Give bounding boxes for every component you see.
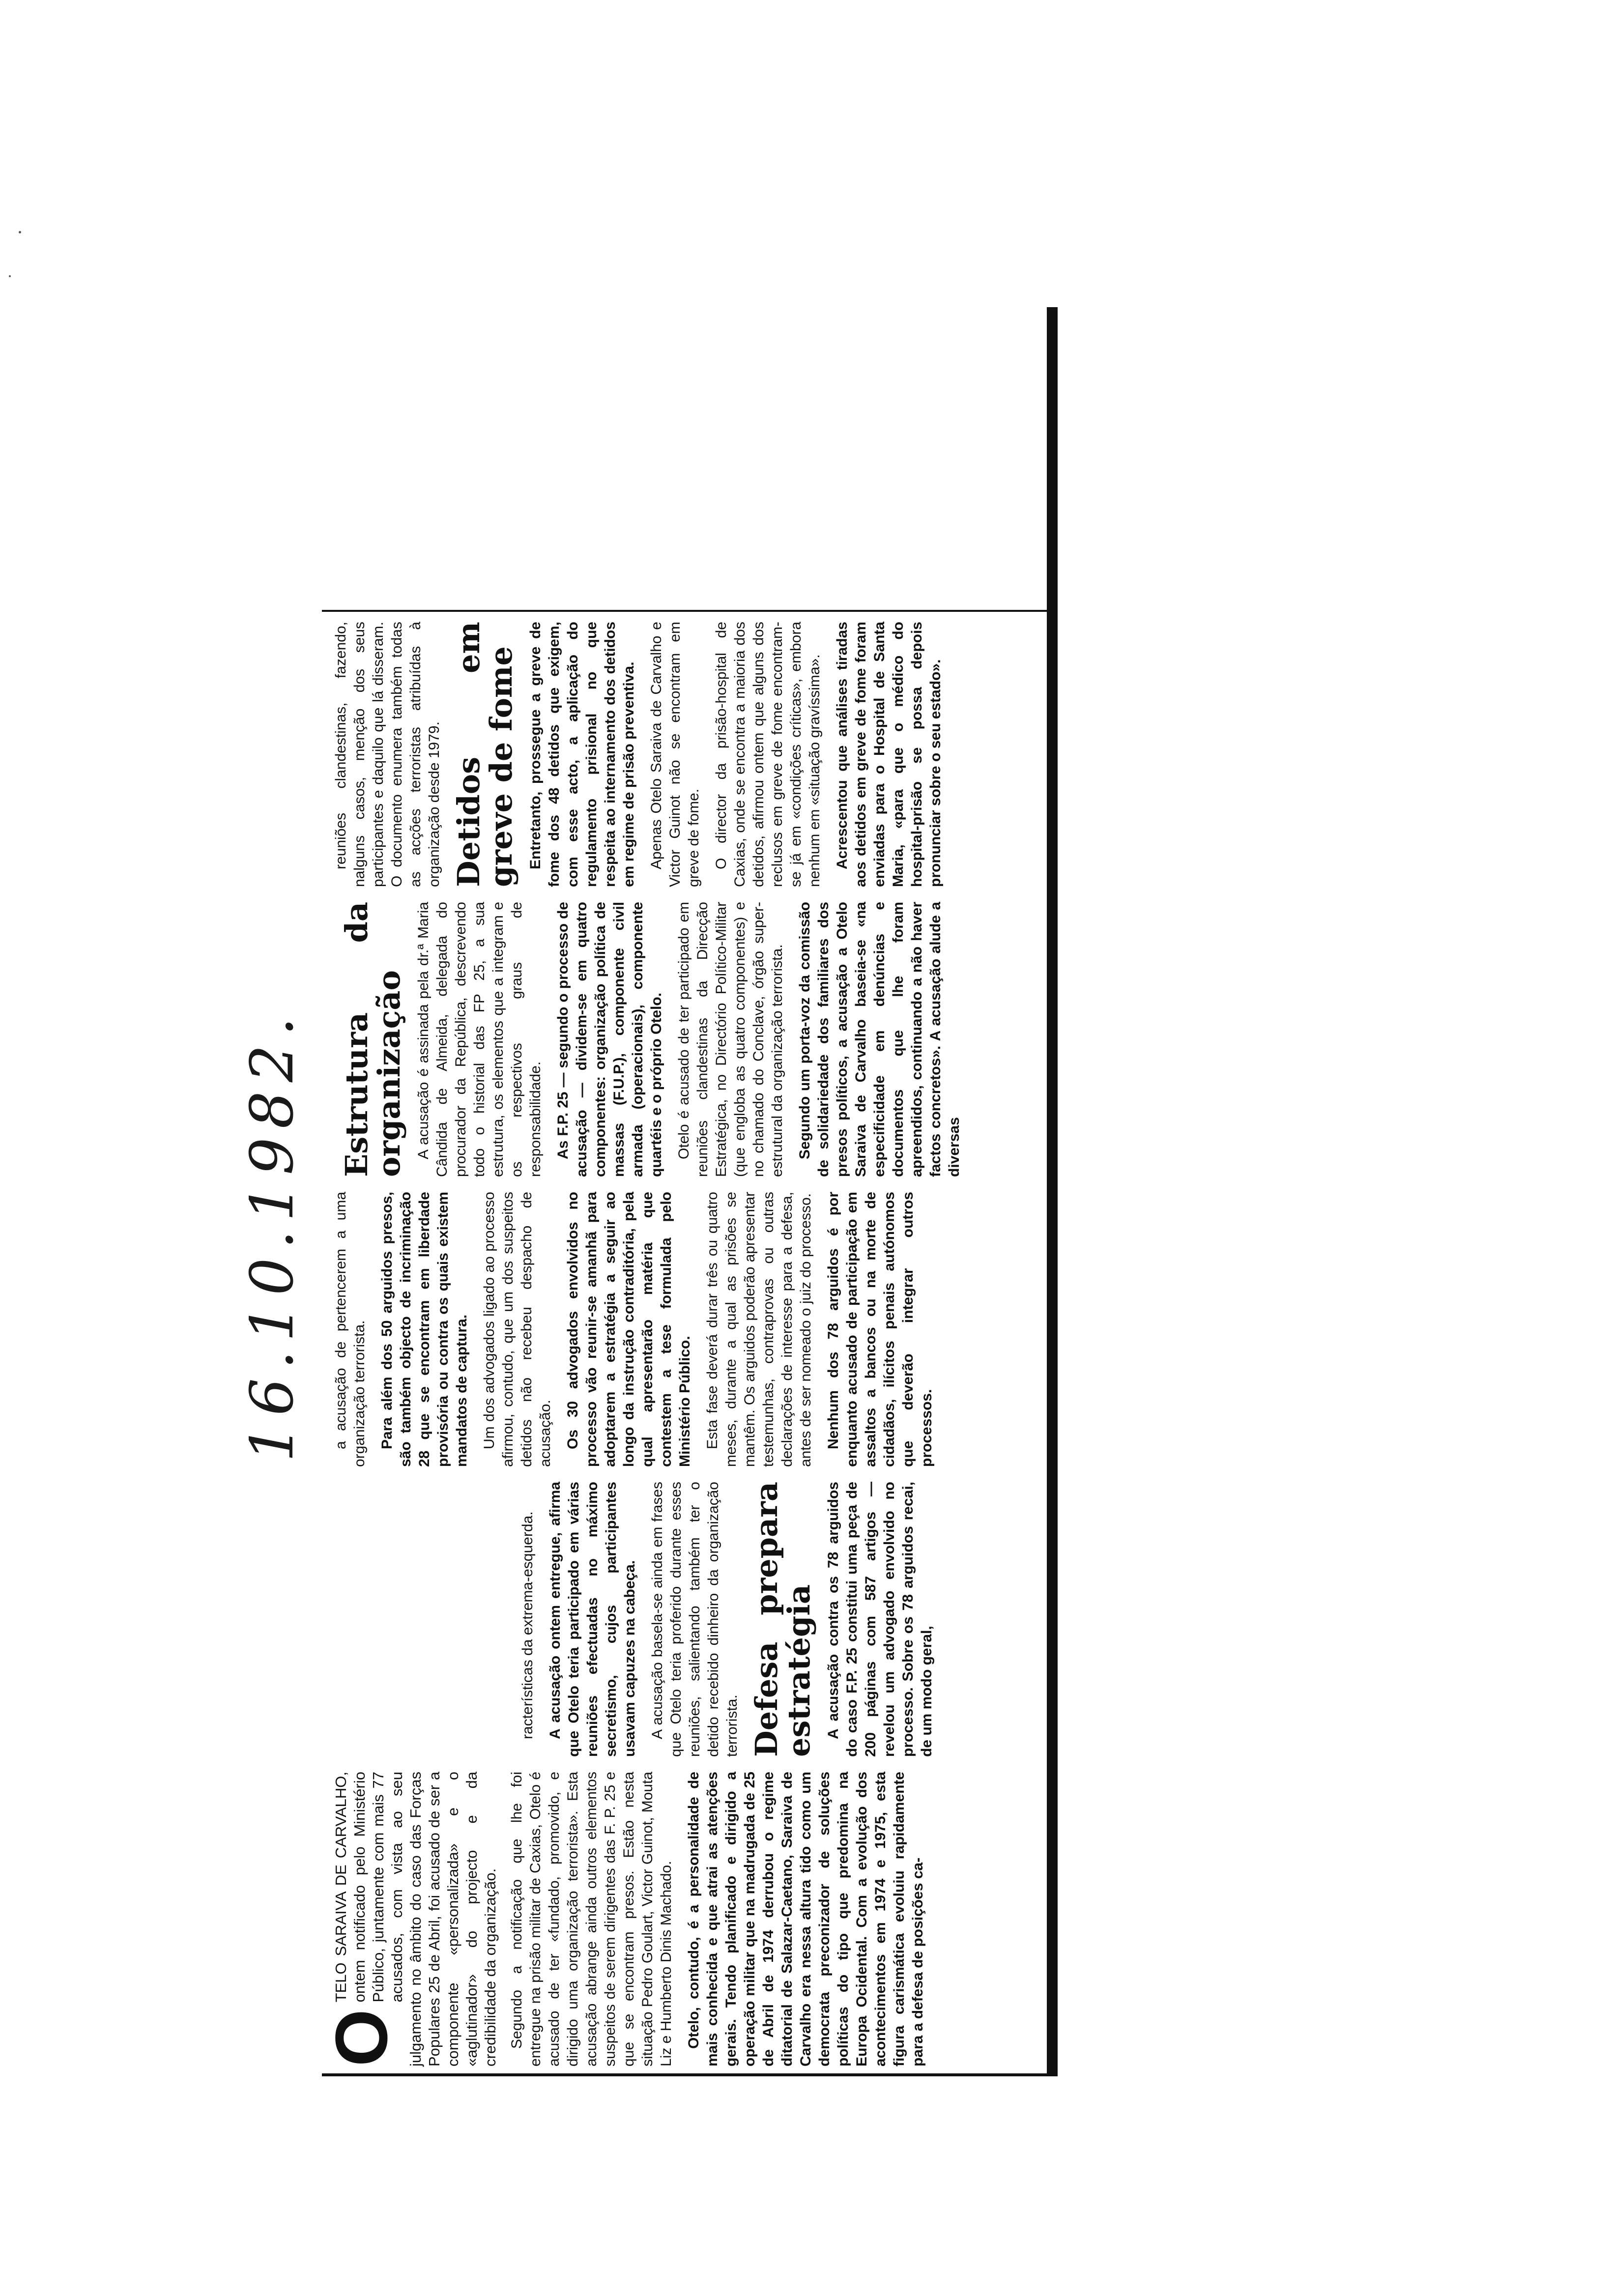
- paragraph: Entretanto, prossegue a greve de fome dos 48 detidos que exigem, com esse acto, a aplicação do regulamento prisional no que respeita ao internamento dos detidos em regime de prisão preventiva.: [527, 622, 637, 887]
- paragraph: racterísticas da extrema-esquerda.: [519, 1511, 536, 1739]
- handwritten-date: 16.10.1982.: [238, 1008, 307, 1462]
- paragraph: Para além dos 50 arguidos presos, são também objecto de incriminação 28 que se encontram em liberdade provisória ou contra os quais existem mandatos de captura.: [379, 1192, 470, 1467]
- column-rule-right: [322, 610, 1049, 612]
- paragraph: a acusação de pertencerem a uma organização terrorista.: [333, 1192, 368, 1467]
- paragraph: Um dos advogados ligado ao processo afirmou, contudo, que um dos suspeitos detidos não recebeu despacho de acusação.: [481, 1192, 553, 1467]
- lede-text: TELO SARAIVA DE CARVALHO, ontem notificado pelo Ministério Público, juntamente com mais 77 acusados, com vista ao seu julgamento no âmbito do caso das Forças Populares 25 de Abril, foi acusado de ser a componente «personalizada» e o «aglutinador» do projecto e da credibilidade da organização.: [332, 1772, 499, 2066]
- article-column-3: [332, 1192, 945, 1467]
- column-rule-left: [322, 2073, 1049, 2076]
- paragraph: Esta fase deverá durar três ou quatro meses, durante a qual as prisões se mantêm. Os arguidos poderão apresentar testemunhas, contraprovas ou outras declarações de interesse para a defesa, antes de ser nomeado o juiz do processo.: [704, 1192, 814, 1467]
- paragraph: Nenhum dos 78 arguidos é por enquanto acusado de participação em assaltos a bancos ou na morte de cidadãos, ilícitos penais autónomos que deverão integrar outros processos.: [825, 1192, 935, 1467]
- article-lede: [320, 1772, 500, 2066]
- paragraph: Apenas Otelo Saraiva de Carvalho e Victor Guinot não se encontram em greve de fome.: [648, 622, 702, 887]
- paragraph: Acrescentou que análises tiradas aos detidos em greve de fome foram enviadas para o Hospital de Santa Maria, «para que o médico do hospital-prisão se possa depois pronunciar sobre o seu estado».: [834, 622, 944, 887]
- paragraph: A acusação ontem entregue, afirma que Otelo teria participado em várias reuniões efectuadas no máximo secretismo, cujos participantes usavam capuzes na cabeça.: [547, 1482, 638, 1757]
- article-column-1: [320, 1772, 936, 2066]
- paragraph: A acusação contra os 78 arguidos do caso F.P. 25 constitui uma peça de 200 páginas com 587 artigos — revelou um advogado envolvido no processo. Sobre os 78 arguidos recai, de um modo geral,: [825, 1482, 935, 1757]
- article-column-4: [332, 902, 973, 1177]
- article-column-5: [332, 622, 954, 887]
- paragraph: reuniões clandestinas, fazendo, nalguns casos, menção dos seus participantes e daquilo que lá disseram. O documento enumera também todas as acções terroristas atribuídas à organização desde 1979.: [333, 622, 442, 887]
- clipping-content: [238, 307, 1059, 2076]
- drop-cap: O: [320, 2009, 403, 2066]
- scan-speck: [9, 275, 11, 277]
- newspaper-clipping: [238, 307, 1305, 2076]
- paragraph: Otelo, contudo, é a personalidade de mais conhecida e que atrai as atenções gerais. Tendo planificado e dirigido a operação militar que na madrugada de 25 de Abril de 1974 derrubou o regime ditatorial de Salazar-Caetano, Saraiva de Carvalho era nessa altura tido como um democrata preconizador de soluções políticas do tipo que predomina na Europa Ocidental. Com a evolução dos acontecimentos em 1974 e 1975, esta figura carismática evoluiu rapidamente para a defesa de posições ca-: [686, 1772, 926, 2066]
- paragraph: As F.P. 25 — segundo o processo de acusação — dividem-se em quatro componentes: organização política de massas (F.U.P.), componente civil armada (operacionais), componente quartéis e o próprio Otelo.: [555, 902, 664, 1177]
- paragraph: A acusação basela-se ainda em frases que Otelo teria proferido durante esses reuniões, salientando também ter o detido recebido dinheiro da organização terrorista.: [649, 1482, 740, 1757]
- article-column-2: [518, 1482, 945, 1757]
- paragraph: O director da prisão-hospital de Caxias, onde se encontra a maioria dos detidos, afirmou ontem que alguns dos reclusos em greve de fome encontram-se já em «condições críticas», embora nenhum em «situação gravíssima».: [713, 622, 823, 887]
- subheading: Defesa prepara estratégia: [748, 1482, 817, 1757]
- paragraph: Os 30 advogados envolvidos no processo vão reunir-se amanhã para adoptarem a estratégia a seguir ao longo da instrução contraditória, pela qual apresentarão matéria que contestem a tese formulada pelo Ministério Público.: [565, 1192, 693, 1467]
- column-rule-top: [1047, 307, 1058, 2076]
- paragraph: Otelo é acusado de ter participado em reuniões clandestinas da Direcção Estratégica, no Directório Político-Militar (que engloba as quatro componentes) e no chamado do Conclave, órgão super-estrutural da organização terrorista.: [676, 902, 785, 1177]
- paragraph: Segundo um porta-voz da comissão de solidariedade dos familiares dos presos políticos, a acusação a Otelo Saraiva de Carvalho baseia-se «na especificidade em denúncias e documentos que lhe foram apreendidos, continuando a não haver factos concretos». A acusação alude a diversas: [797, 902, 962, 1177]
- paragraph: A acusação é assinada pela dr.ª Maria Cândida de Almeida, delegada do procurador da República, descrevendo todo o historial das FP 25, a sua estrutura, os elementos que a integram e os respectivos graus de responsabilidade.: [415, 902, 544, 1177]
- scan-speck: [19, 231, 21, 233]
- subheading: Estrutura da organização: [339, 902, 407, 1177]
- subheading: Detidos em greve de fome: [451, 622, 519, 887]
- paragraph: Segundo a notificação que lhe foi entregue na prisão militar de Caxias, Otelo é acusado de ter «fundado, promovido, e dirigido uma organização terrorista». Esta acusação abrange ainda outros elementos suspeitos de serem dirigentes das F. P. 25 e que se encontram presos. Estão nesta situação Pedro Goulart, Victor Guinot, Mouta Liz e Humberto Dinis Machado.: [509, 1772, 674, 2066]
